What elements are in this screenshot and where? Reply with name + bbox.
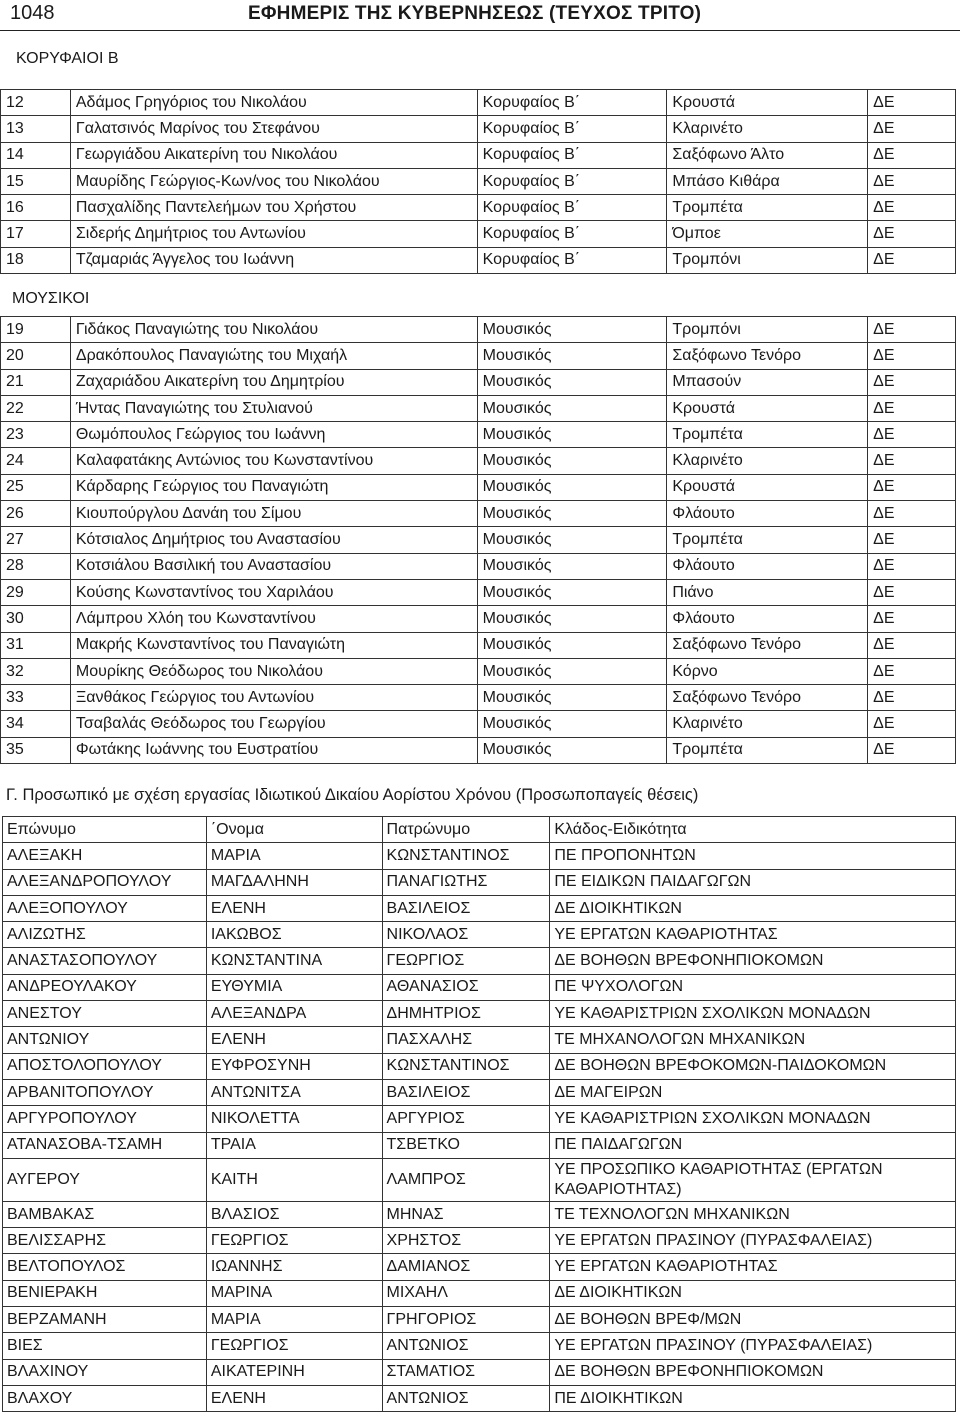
table-row xyxy=(3,843,956,869)
first-name-cell: ΚΑΙΤΗ xyxy=(206,1158,382,1201)
row-number-cell: 31 xyxy=(1,632,71,658)
position-cell: Μουσικός xyxy=(477,343,667,369)
instrument-cell: Τρομπέτα xyxy=(667,527,868,553)
full-name-cell: Ξανθάκος Γεώργιος του Αντωνίου xyxy=(70,685,477,711)
table-row xyxy=(1,553,956,579)
position-cell: Κορυφαίος Β΄ xyxy=(477,142,667,168)
full-name-cell: Φωτάκης Ιωάννης του Ευστρατίου xyxy=(70,737,477,763)
specialty-cell: ΥΕ ΕΡΓΑΤΩΝ ΠΡΑΣΙΝΟΥ (ΠΥΡΑΣΦΑΛΕΙΑΣ) xyxy=(550,1333,956,1359)
father-name-cell: ΒΑΣΙΛΕΙΟΣ xyxy=(382,895,550,921)
row-number-cell: 21 xyxy=(1,369,71,395)
position-cell: Μουσικός xyxy=(477,685,667,711)
table-row xyxy=(1,142,956,168)
instrument-cell: Κλαρινέτο xyxy=(667,448,868,474)
father-name-cell: ΑΝΤΩΝΙΟΣ xyxy=(382,1333,550,1359)
instrument-cell: Φλάουτο xyxy=(667,606,868,632)
specialty-cell: ΔΕ ΒΟΗΘΩΝ ΒΡΕΦΟΝΗΠΙΟΚΟΜΩΝ xyxy=(550,1359,956,1385)
position-cell: Μουσικός xyxy=(477,737,667,763)
specialty-cell: ΤΕ ΤΕΧΝΟΛΟΓΩΝ ΜΗΧΑΝΙΚΩΝ xyxy=(550,1201,956,1227)
row-number-cell: 26 xyxy=(1,501,71,527)
table-row xyxy=(1,474,956,500)
row-number-cell: 30 xyxy=(1,606,71,632)
position-cell: Κορυφαίος Β΄ xyxy=(477,90,667,116)
table-row xyxy=(1,606,956,632)
father-name-cell: ΒΑΣΙΛΕΙΟΣ xyxy=(382,1079,550,1105)
surname-cell: ΑΡΒΑΝΙΤΟΠΟΥΛΟΥ xyxy=(3,1079,207,1105)
specialty-cell: ΔΕ ΒΟΗΘΩΝ ΒΡΕΦΟΝΗΠΙΟΚΟΜΩΝ xyxy=(550,948,956,974)
father-name-cell: ΔΑΜΙΑΝΟΣ xyxy=(382,1254,550,1280)
table-row xyxy=(1,247,956,273)
first-name-cell: ΕΥΦΡΟΣΥΝΗ xyxy=(206,1053,382,1079)
category-cell: ΔΕ xyxy=(868,553,956,579)
instrument-cell: Κλαρινέτο xyxy=(667,116,868,142)
position-cell: Μουσικός xyxy=(477,369,667,395)
row-number-cell: 27 xyxy=(1,527,71,553)
category-cell: ΔΕ xyxy=(868,90,956,116)
table-row xyxy=(1,317,956,343)
private-law-table xyxy=(2,816,956,1412)
father-name-cell: ΠΑΝΑΓΙΩΤΗΣ xyxy=(382,869,550,895)
specialty-cell: ΥΕ ΚΑΘΑΡΙΣΤΡΙΩΝ ΣΧΟΛΙΚΩΝ ΜΟΝΑΔΩΝ xyxy=(550,1106,956,1132)
table-row xyxy=(1,195,956,221)
surname-cell: ΑΡΓΥΡΟΠΟΥΛΟΥ xyxy=(3,1106,207,1132)
full-name-cell: Μουρίκης Θεόδωρος του Νικολάου xyxy=(70,658,477,684)
full-name-cell: Γαλατσινός Μαρίνος του Στεφάνου xyxy=(70,116,477,142)
table-row xyxy=(1,448,956,474)
father-name-cell: ΑΘΑΝΑΣΙΟΣ xyxy=(382,974,550,1000)
section-title-musicians: ΜΟΥΣΙΚΟΙ xyxy=(12,290,90,307)
section-title-coryphaei: ΚΟΡΥΦΑΙΟΙ Β xyxy=(16,50,119,67)
table-row xyxy=(1,369,956,395)
row-number-cell: 18 xyxy=(1,247,71,273)
category-cell: ΔΕ xyxy=(868,632,956,658)
position-cell: Μουσικός xyxy=(477,553,667,579)
row-number-cell: 23 xyxy=(1,422,71,448)
full-name-cell: Κιουπούργλου Δανάη του Σίμου xyxy=(70,501,477,527)
specialty-cell: ΥΕ ΕΡΓΑΤΩΝ ΚΑΘΑΡΙΟΤΗΤΑΣ xyxy=(550,922,956,948)
full-name-cell: Τσαβαλάς Θεόδωρος του Γεωργίου xyxy=(70,711,477,737)
first-name-cell: ΕΛΕΝΗ xyxy=(206,1027,382,1053)
table-row xyxy=(3,1333,956,1359)
instrument-cell: Φλάουτο xyxy=(667,553,868,579)
instrument-cell: Κόρνο xyxy=(667,658,868,684)
full-name-cell: Κοτσιάλου Βασιλική του Αναστασίου xyxy=(70,553,477,579)
row-number-cell: 25 xyxy=(1,474,71,500)
position-cell: Μουσικός xyxy=(477,422,667,448)
father-name-cell: ΣΤΑΜΑΤΙΟΣ xyxy=(382,1359,550,1385)
category-cell: ΔΕ xyxy=(868,422,956,448)
specialty-cell: ΔΕ ΔΙΟΙΚΗΤΙΚΩΝ xyxy=(550,895,956,921)
first-name-cell: ΜΑΡΙΝΑ xyxy=(206,1280,382,1306)
instrument-cell: Τρομπόνι xyxy=(667,317,868,343)
table-row xyxy=(3,1385,956,1411)
table-row xyxy=(3,974,956,1000)
row-number-cell: 35 xyxy=(1,737,71,763)
first-name-cell: ΝΙΚΟΛΕΤΤΑ xyxy=(206,1106,382,1132)
header-rule xyxy=(0,30,960,31)
surname-cell: ΑΛΙΖΩΤΗΣ xyxy=(3,922,207,948)
first-name-cell: ΜΑΡΙΑ xyxy=(206,1307,382,1333)
surname-cell: ΑΝΕΣΤΟΥ xyxy=(3,1001,207,1027)
instrument-cell: Όμποε xyxy=(667,221,868,247)
specialty-cell: ΥΕ ΠΡΟΣΩΠΙΚΟ ΚΑΘΑΡΙΟΤΗΤΑΣ (ΕΡΓΑΤΩΝ ΚΑΘΑΡΙΟΤΗΤΑΣ) xyxy=(550,1158,956,1201)
position-cell: Μουσικός xyxy=(477,317,667,343)
table-row xyxy=(3,1079,956,1105)
father-name-cell: ΔΗΜΗΤΡΙΟΣ xyxy=(382,1001,550,1027)
father-name-cell: ΧΡΗΣΤΟΣ xyxy=(382,1228,550,1254)
category-cell: ΔΕ xyxy=(868,195,956,221)
instrument-cell: Κρουστά xyxy=(667,395,868,421)
surname-cell: ΑΛΕΞΑΝΔΡΟΠΟΥΛΟΥ xyxy=(3,869,207,895)
father-name-cell: ΜΗΝΑΣ xyxy=(382,1201,550,1227)
table-row xyxy=(1,711,956,737)
category-cell: ΔΕ xyxy=(868,247,956,273)
father-name-cell: ΚΩΝΣΤΑΝΤΙΝΟΣ xyxy=(382,843,550,869)
category-cell: ΔΕ xyxy=(868,527,956,553)
first-name-cell: ΓΕΩΡΓΙΟΣ xyxy=(206,1228,382,1254)
full-name-cell: Κάρδαρης Γεώργιος του Παναγιώτη xyxy=(70,474,477,500)
category-cell: ΔΕ xyxy=(868,711,956,737)
surname-cell: ΒΕΛΙΣΣΑΡΗΣ xyxy=(3,1228,207,1254)
table-row xyxy=(1,632,956,658)
instrument-cell: Μπάσο Κιθάρα xyxy=(667,168,868,194)
category-cell: ΔΕ xyxy=(868,737,956,763)
instrument-cell: Τρομπέτα xyxy=(667,195,868,221)
first-name-cell: ΑΝΤΩΝΙΤΣΑ xyxy=(206,1079,382,1105)
surname-cell: ΑΝΑΣΤΑΣΟΠΟΥΛΟΥ xyxy=(3,948,207,974)
gazette-title: ΕΦΗΜΕΡΙΣ ΤΗΣ ΚΥΒΕΡΝΗΣΕΩΣ (ΤΕΥΧΟΣ ΤΡΙΤΟ) xyxy=(248,3,702,24)
surname-cell: ΒΕΝΙΕΡΑΚΗ xyxy=(3,1280,207,1306)
table-row xyxy=(3,1158,956,1201)
table-row xyxy=(3,869,956,895)
row-number-cell: 15 xyxy=(1,168,71,194)
instrument-cell: Σαξόφωνο Τενόρο xyxy=(667,343,868,369)
row-number-cell: 17 xyxy=(1,221,71,247)
table-row xyxy=(3,948,956,974)
specialty-cell: ΤΕ ΜΗΧΑΝΟΛΟΓΩΝ ΜΗΧΑΝΙΚΩΝ xyxy=(550,1027,956,1053)
row-number-cell: 24 xyxy=(1,448,71,474)
specialty-cell: ΔΕ ΒΟΗΘΩΝ ΒΡΕΦ/ΜΩΝ xyxy=(550,1307,956,1333)
table-row xyxy=(3,1001,956,1027)
table-row xyxy=(3,1053,956,1079)
table-row xyxy=(3,895,956,921)
table-row xyxy=(3,1359,956,1385)
specialty-cell: ΥΕ ΚΑΘΑΡΙΣΤΡΙΩΝ ΣΧΟΛΙΚΩΝ ΜΟΝΑΔΩΝ xyxy=(550,1001,956,1027)
specialty-cell: ΠΕ ΔΙΟΙΚΗΤΙΚΩΝ xyxy=(550,1385,956,1411)
first-name-cell: ΚΩΝΣΤΑΝΤΙΝΑ xyxy=(206,948,382,974)
position-cell: Μουσικός xyxy=(477,395,667,421)
page-header xyxy=(0,0,960,32)
row-number-cell: 16 xyxy=(1,195,71,221)
position-cell: Μουσικός xyxy=(477,448,667,474)
section-title-private-law: Γ. Προσωπικό με σχέση εργασίας Ιδιωτικού Δικαίου Αορίστου Χρόνου (Προσωποπαγείς θέσεις) xyxy=(6,786,699,804)
first-name-cell: ΑΙΚΑΤΕΡΙΝΗ xyxy=(206,1359,382,1385)
full-name-cell: Δρακόπουλος Παναγιώτης του Μιχαήλ xyxy=(70,343,477,369)
father-name-cell: ΠΑΣΧΑΛΗΣ xyxy=(382,1027,550,1053)
category-cell: ΔΕ xyxy=(868,606,956,632)
position-cell: Κορυφαίος Β΄ xyxy=(477,195,667,221)
table-row xyxy=(3,1132,956,1158)
column-header: Επώνυμο xyxy=(3,817,207,843)
first-name-cell: ΕΥΘΥΜΙΑ xyxy=(206,974,382,1000)
table-row xyxy=(3,1027,956,1053)
category-cell: ΔΕ xyxy=(868,317,956,343)
first-name-cell: ΜΑΓΔΑΛΗΝΗ xyxy=(206,869,382,895)
table-row xyxy=(1,737,956,763)
table-row xyxy=(1,168,956,194)
table-row xyxy=(3,1106,956,1132)
instrument-cell: Σαξόφωνο Τενόρο xyxy=(667,685,868,711)
father-name-cell: ΓΡΗΓΟΡΙΟΣ xyxy=(382,1307,550,1333)
table-row xyxy=(3,1307,956,1333)
row-number-cell: 13 xyxy=(1,116,71,142)
specialty-cell: ΥΕ ΕΡΓΑΤΩΝ ΠΡΑΣΙΝΟΥ (ΠΥΡΑΣΦΑΛΕΙΑΣ) xyxy=(550,1228,956,1254)
position-cell: Μουσικός xyxy=(477,606,667,632)
position-cell: Κορυφαίος Β΄ xyxy=(477,116,667,142)
full-name-cell: Γιδάκος Παναγιώτης του Νικολάου xyxy=(70,317,477,343)
surname-cell: ΑΝΔΡΕΟΥΛΑΚΟΥ xyxy=(3,974,207,1000)
surname-cell: ΑΝΤΩΝΙΟΥ xyxy=(3,1027,207,1053)
table-row xyxy=(1,116,956,142)
instrument-cell: Τρομπέτα xyxy=(667,737,868,763)
first-name-cell: ΒΛΑΣΙΟΣ xyxy=(206,1201,382,1227)
category-cell: ΔΕ xyxy=(868,116,956,142)
full-name-cell: Πασχαλίδης Παντελεήμων του Χρήστου xyxy=(70,195,477,221)
first-name-cell: ΤΡΑΙΑ xyxy=(206,1132,382,1158)
father-name-cell: ΝΙΚΟΛΑΟΣ xyxy=(382,922,550,948)
category-cell: ΔΕ xyxy=(868,369,956,395)
row-number-cell: 33 xyxy=(1,685,71,711)
category-cell: ΔΕ xyxy=(868,501,956,527)
full-name-cell: Ζαχαριάδου Αικατερίνη του Δημητρίου xyxy=(70,369,477,395)
category-cell: ΔΕ xyxy=(868,658,956,684)
full-name-cell: Μακρής Κωνσταντίνος του Παναγιώτη xyxy=(70,632,477,658)
father-name-cell: ΓΕΩΡΓΙΟΣ xyxy=(382,948,550,974)
row-number-cell: 29 xyxy=(1,579,71,605)
instrument-cell: Κρουστά xyxy=(667,90,868,116)
full-name-cell: Ήντας Παναγιώτης του Στυλιανού xyxy=(70,395,477,421)
row-number-cell: 20 xyxy=(1,343,71,369)
page-number: 1048 xyxy=(10,2,55,24)
surname-cell: ΑΛΕΞΟΠΟΥΛΟΥ xyxy=(3,895,207,921)
full-name-cell: Θωμόπουλος Γεώργιος του Ιωάννη xyxy=(70,422,477,448)
specialty-cell: ΠΕ ΕΙΔΙΚΩΝ ΠΑΙΔΑΓΩΓΩΝ xyxy=(550,869,956,895)
column-header: ΄Ονομα xyxy=(206,817,382,843)
position-cell: Μουσικός xyxy=(477,658,667,684)
specialty-cell: ΠΕ ΠΡΟΠΟΝΗΤΩΝ xyxy=(550,843,956,869)
full-name-cell: Καλαφατάκης Αντώνιος του Κωνσταντίνου xyxy=(70,448,477,474)
position-cell: Κορυφαίος Β΄ xyxy=(477,168,667,194)
specialty-cell: ΔΕ ΒΟΗΘΩΝ ΒΡΕΦΟΚΟΜΩΝ-ΠΑΙΔΟΚΟΜΩΝ xyxy=(550,1053,956,1079)
father-name-cell: ΛΑΜΠΡΟΣ xyxy=(382,1158,550,1201)
surname-cell: ΒΙΕΣ xyxy=(3,1333,207,1359)
position-cell: Κορυφαίος Β΄ xyxy=(477,221,667,247)
position-cell: Μουσικός xyxy=(477,579,667,605)
father-name-cell: ΜΙΧΑΗΛ xyxy=(382,1280,550,1306)
position-cell: Μουσικός xyxy=(477,501,667,527)
table-row xyxy=(1,685,956,711)
table-row xyxy=(3,1280,956,1306)
surname-cell: ΑΥΓΕΡΟΥ xyxy=(3,1158,207,1201)
table-row xyxy=(1,422,956,448)
instrument-cell: Μπασούν xyxy=(667,369,868,395)
row-number-cell: 34 xyxy=(1,711,71,737)
category-cell: ΔΕ xyxy=(868,168,956,194)
category-cell: ΔΕ xyxy=(868,343,956,369)
row-number-cell: 19 xyxy=(1,317,71,343)
specialty-cell: ΠΕ ΨΥΧΟΛΟΓΩΝ xyxy=(550,974,956,1000)
coryphaei-table xyxy=(0,89,956,274)
specialty-cell: ΔΕ ΔΙΟΙΚΗΤΙΚΩΝ xyxy=(550,1280,956,1306)
full-name-cell: Κότσιαλος Δημήτριος του Αναστασίου xyxy=(70,527,477,553)
position-cell: Κορυφαίος Β΄ xyxy=(477,247,667,273)
table-row xyxy=(1,90,956,116)
instrument-cell: Κλαρινέτο xyxy=(667,711,868,737)
specialty-cell: ΔΕ ΜΑΓΕΙΡΩΝ xyxy=(550,1079,956,1105)
first-name-cell: ΕΛΕΝΗ xyxy=(206,1385,382,1411)
table-row xyxy=(1,221,956,247)
table-row xyxy=(1,579,956,605)
category-cell: ΔΕ xyxy=(868,474,956,500)
category-cell: ΔΕ xyxy=(868,579,956,605)
father-name-cell: ΑΡΓΥΡΙΟΣ xyxy=(382,1106,550,1132)
position-cell: Μουσικός xyxy=(477,711,667,737)
category-cell: ΔΕ xyxy=(868,395,956,421)
full-name-cell: Γεωργιάδου Αικατερίνη του Νικολάου xyxy=(70,142,477,168)
first-name-cell: ΙΑΚΩΒΟΣ xyxy=(206,922,382,948)
instrument-cell: Τρομπέτα xyxy=(667,422,868,448)
table-row xyxy=(1,395,956,421)
instrument-cell: Πιάνο xyxy=(667,579,868,605)
father-name-cell: ΑΝΤΩΝΙΟΣ xyxy=(382,1385,550,1411)
surname-cell: ΑΛΕΞΑΚΗ xyxy=(3,843,207,869)
first-name-cell: ΕΛΕΝΗ xyxy=(206,895,382,921)
column-header: Κλάδος-Ειδικότητα xyxy=(550,817,956,843)
instrument-cell: Φλάουτο xyxy=(667,501,868,527)
full-name-cell: Τζαμαριάς Άγγελος του Ιωάννη xyxy=(70,247,477,273)
row-number-cell: 22 xyxy=(1,395,71,421)
table-row xyxy=(3,1228,956,1254)
full-name-cell: Σιδερής Δημήτριος του Αντωνίου xyxy=(70,221,477,247)
instrument-cell: Σαξόφωνο Άλτο xyxy=(667,142,868,168)
table-row xyxy=(3,1201,956,1227)
surname-cell: ΒΛΑΧΟΥ xyxy=(3,1385,207,1411)
full-name-cell: Μαυρίδης Γεώργιος-Κων/νος του Νικολάου xyxy=(70,168,477,194)
position-cell: Μουσικός xyxy=(477,632,667,658)
full-name-cell: Κούσης Κωνσταντίνος του Χαριλάου xyxy=(70,579,477,605)
instrument-cell: Σαξόφωνο Τενόρο xyxy=(667,632,868,658)
column-header: Πατρώνυμο xyxy=(382,817,550,843)
musicians-table xyxy=(0,316,956,764)
surname-cell: ΒΕΡΖΑΜΑΝΗ xyxy=(3,1307,207,1333)
full-name-cell: Αδάμος Γρηγόριος του Νικολάου xyxy=(70,90,477,116)
father-name-cell: ΚΩΝΣΤΑΝΤΙΝΟΣ xyxy=(382,1053,550,1079)
category-cell: ΔΕ xyxy=(868,221,956,247)
table-row xyxy=(1,343,956,369)
first-name-cell: ΓΕΩΡΓΙΟΣ xyxy=(206,1333,382,1359)
first-name-cell: ΙΩΑΝΝΗΣ xyxy=(206,1254,382,1280)
table-row xyxy=(3,1254,956,1280)
first-name-cell: ΜΑΡΙΑ xyxy=(206,843,382,869)
father-name-cell: ΤΣΒΕΤΚΟ xyxy=(382,1132,550,1158)
specialty-cell: ΠΕ ΠΑΙΔΑΓΩΓΩΝ xyxy=(550,1132,956,1158)
table-row xyxy=(1,658,956,684)
row-number-cell: 32 xyxy=(1,658,71,684)
row-number-cell: 12 xyxy=(1,90,71,116)
surname-cell: ΑΤΑΝΑΣΟΒΑ-ΤΣΑΜΗ xyxy=(3,1132,207,1158)
table-row xyxy=(1,527,956,553)
specialty-cell: ΥΕ ΕΡΓΑΤΩΝ ΚΑΘΑΡΙΟΤΗΤΑΣ xyxy=(550,1254,956,1280)
first-name-cell: ΑΛΕΞΑΝΔΡΑ xyxy=(206,1001,382,1027)
category-cell: ΔΕ xyxy=(868,142,956,168)
category-cell: ΔΕ xyxy=(868,448,956,474)
surname-cell: ΒΕΛΤΟΠΟΥΛΟΣ xyxy=(3,1254,207,1280)
row-number-cell: 28 xyxy=(1,553,71,579)
table-row xyxy=(1,501,956,527)
position-cell: Μουσικός xyxy=(477,527,667,553)
row-number-cell: 14 xyxy=(1,142,71,168)
instrument-cell: Τρομπόνι xyxy=(667,247,868,273)
surname-cell: ΑΠΟΣΤΟΛΟΠΟΥΛΟΥ xyxy=(3,1053,207,1079)
surname-cell: ΒΛΑΧΙΝΟΥ xyxy=(3,1359,207,1385)
category-cell: ΔΕ xyxy=(868,685,956,711)
table-row xyxy=(3,922,956,948)
full-name-cell: Λάμπρου Χλόη του Κωνσταντίνου xyxy=(70,606,477,632)
instrument-cell: Κρουστά xyxy=(667,474,868,500)
position-cell: Μουσικός xyxy=(477,474,667,500)
surname-cell: ΒΑΜΒΑΚΑΣ xyxy=(3,1201,207,1227)
